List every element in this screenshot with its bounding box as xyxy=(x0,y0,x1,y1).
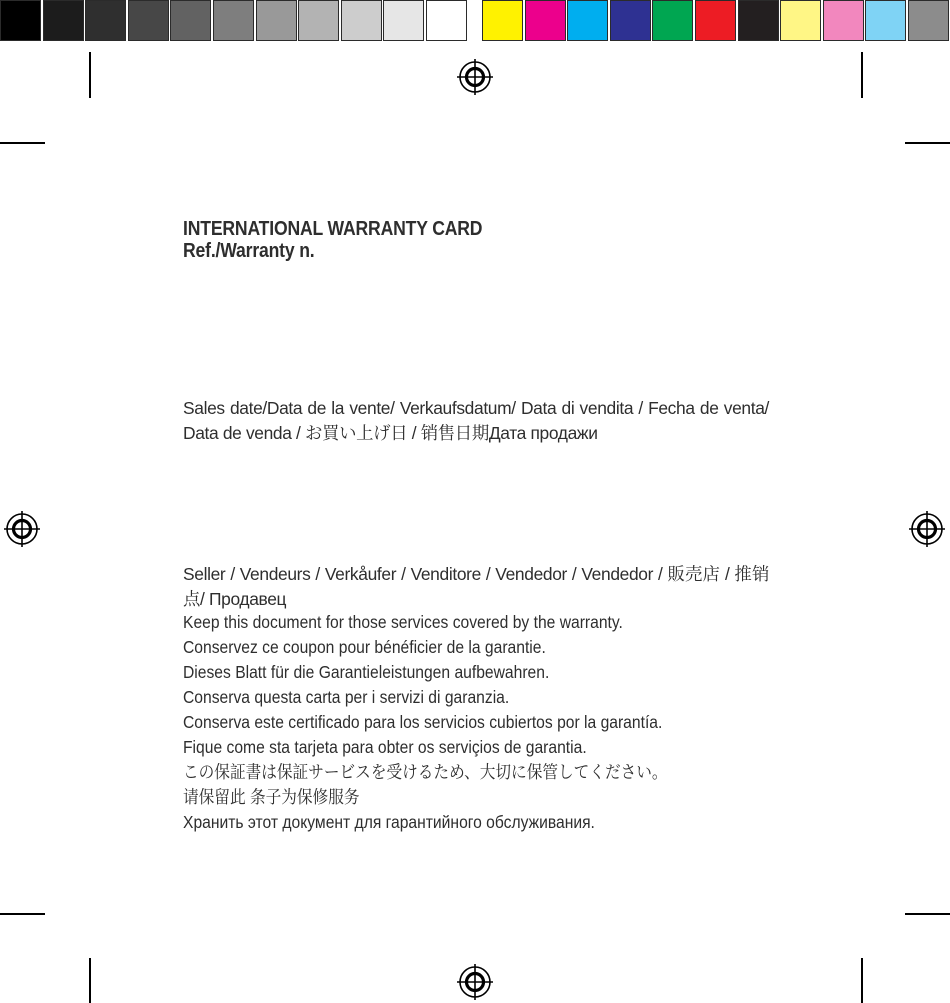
color-swatch xyxy=(865,0,906,41)
color-swatch xyxy=(695,0,736,41)
ref-label: Ref./Warranty n. xyxy=(183,240,315,262)
color-swatch xyxy=(213,0,254,41)
color-swatch xyxy=(85,0,126,41)
card-title: INTERNATIONAL WARRANTY CARD xyxy=(183,218,483,240)
instruction-line: Conserva questa carta per i servizi di garanzia. xyxy=(183,687,510,707)
crop-mark xyxy=(861,958,863,1003)
color-swatch xyxy=(610,0,651,41)
instruction-line: Conserva este certificado para los servicios cubiertos por la garantía. xyxy=(183,712,663,732)
color-swatch xyxy=(341,0,382,41)
instructions-list xyxy=(183,610,769,835)
color-swatch xyxy=(383,0,424,41)
grayscale-swatch-bar xyxy=(0,0,469,44)
color-swatch xyxy=(738,0,779,41)
color-swatch xyxy=(652,0,693,41)
color-swatch xyxy=(567,0,608,41)
crop-mark xyxy=(861,52,863,98)
registration-mark-icon xyxy=(4,511,40,547)
color-swatch-bar xyxy=(482,0,950,44)
instruction-line: この保証書は保証サービスを受けるため、大切に保管してください。 xyxy=(183,762,668,782)
registration-mark-icon xyxy=(909,511,945,547)
color-swatch xyxy=(908,0,949,41)
instruction-line: Conservez ce coupon pour bénéficier de la garantie. xyxy=(183,637,546,657)
sales-date-label: Sales date/Data de la vente/ Verkaufsdatum/ Data di vendita / Fecha de venta/ Data de venda / お買い上げ日 / 销售日期Дата продажи xyxy=(183,398,769,443)
registration-mark-icon xyxy=(457,964,493,1000)
crop-mark xyxy=(905,142,950,144)
crop-mark xyxy=(89,958,91,1003)
color-swatch xyxy=(482,0,523,41)
crop-mark xyxy=(89,52,91,98)
instruction-line: Dieses Blatt für die Garantieleistungen aufbewahren. xyxy=(183,662,550,682)
crop-mark xyxy=(0,913,45,915)
registration-mark-icon xyxy=(457,59,493,95)
color-swatch xyxy=(0,0,41,41)
instruction-line: Keep this document for those services covered by the warranty. xyxy=(183,612,623,632)
color-swatch xyxy=(780,0,821,41)
instruction-line: 请保留此 条子为保修服务 xyxy=(183,787,360,807)
crop-mark xyxy=(905,913,950,915)
crop-mark xyxy=(0,142,45,144)
color-swatch xyxy=(426,0,467,41)
color-swatch xyxy=(823,0,864,41)
color-swatch xyxy=(170,0,211,41)
instruction-line: Хранить этот документ для гарантийного обслуживания. xyxy=(183,812,595,832)
color-swatch xyxy=(298,0,339,41)
color-swatch xyxy=(43,0,84,41)
instruction-line: Fique come sta tarjeta para obter os serviçios de garantia. xyxy=(183,737,587,757)
warranty-card-header xyxy=(183,218,523,262)
seller-label: Seller / Vendeurs / Verkåufer / Venditore / Vendedor / Vendedor / 販売店 / 推销点/ Продавец xyxy=(183,564,769,609)
color-swatch xyxy=(128,0,169,41)
color-swatch xyxy=(256,0,297,41)
color-swatch xyxy=(525,0,566,41)
